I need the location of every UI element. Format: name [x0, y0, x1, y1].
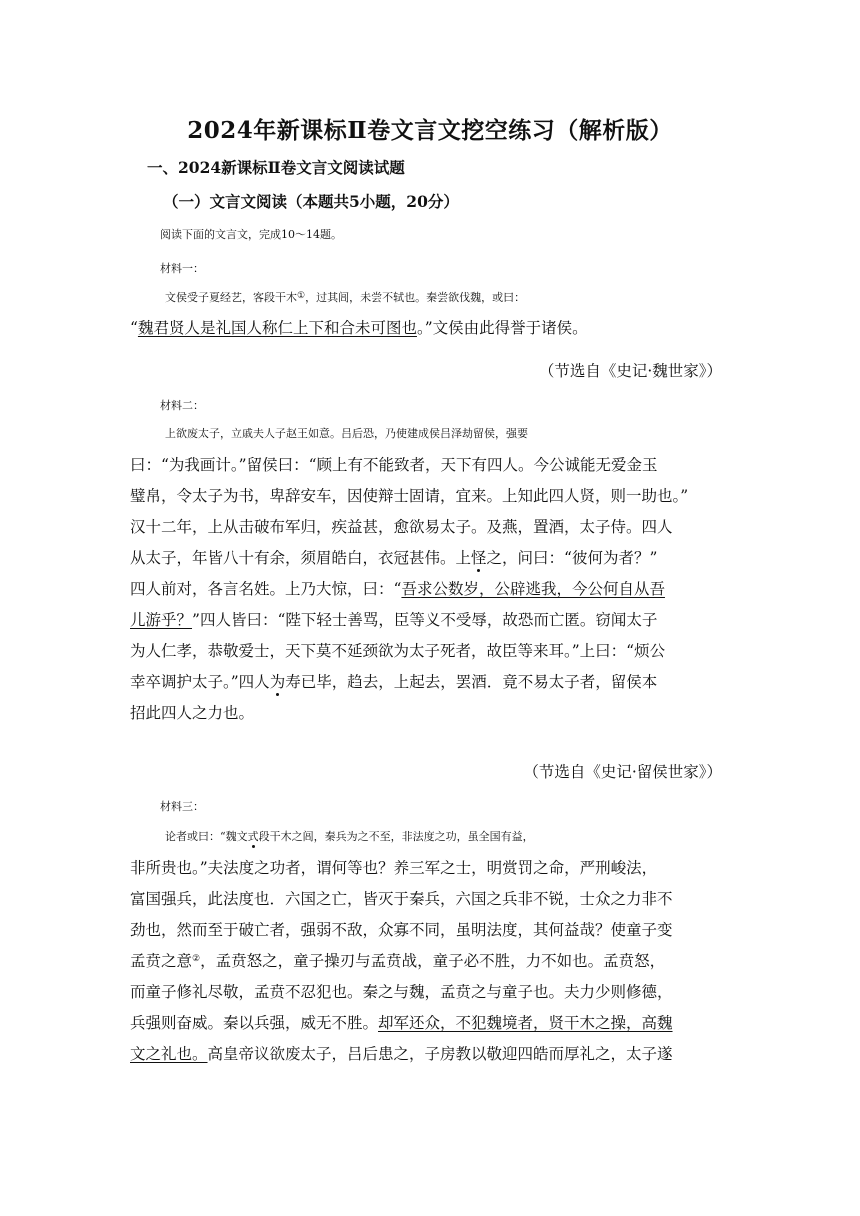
material-2-line: 招此四人之力也。: [130, 704, 255, 722]
emphasis-dot-char: 怪: [471, 549, 487, 567]
material-3-label: 材料三：: [160, 800, 204, 813]
material-3-line: 富国强兵，此法度也．六国之亡，皆灭于秦兵，六国之兵非不锐，士众之力非不: [130, 890, 673, 908]
material-2-line: 曰：“为我画计。”留侯曰：“顾上有不能致者，天下有四人。今公诚能无爱金玉: [130, 456, 658, 474]
material-2-line: 从太子，年皆八十有余，须眉皓白，衣冠甚伟。上怪之，问曰：“彼何为者？”: [130, 549, 658, 567]
material-2-line: 上欲废太子，立戚夫人子赵王如意。吕后恐，乃使建成侯吕泽劫留侯，强要: [165, 427, 528, 440]
material-3-line: 论者或曰：“魏文式段干木之闾，秦兵为之不至，非法度之功，虽全国有益，: [165, 830, 534, 843]
material-1-line: “魏君贤人是礼国人称仁上下和合未可图也。”文侯由此得誉于诸侯。: [130, 319, 588, 337]
material-2-line: 汉十二年，上从击破布军归，疾益甚，愈欲易太子。及燕，置酒，太子侍。四人: [130, 518, 673, 536]
instruction-text: 阅读下面的文言文，完成10～14题。: [160, 228, 342, 241]
material-2-label: 材料二：: [160, 399, 204, 412]
material-1-source: （节选自《史记·魏世家》）: [538, 362, 722, 380]
section-heading-2: （一）文言文阅读（本题共5小题，20分）: [163, 192, 459, 211]
underlined-sentence: 吾求公数岁，公辟逃我，今公何自从吾: [401, 580, 665, 598]
material-1-label: 材料一：: [160, 262, 204, 275]
material-2-source: （节选自《史记·留侯世家》）: [523, 763, 722, 781]
material-2-line: 璧帛，令太子为书，卑辞安车，因使辩士固请，宜来。上知此四人贤，则一助也。”: [130, 487, 689, 505]
underlined-sentence: 文之礼也。: [130, 1045, 208, 1063]
material-3-line: 文之礼也。高皇帝议欲废太子，吕后患之，子房教以敬迎四皓而厚礼之，太子遂: [130, 1045, 673, 1063]
material-2-line: 四人前对，各言名姓。上乃大惊，曰：“吾求公数岁，公辟逃我，今公何自从吾: [130, 580, 665, 598]
material-2-line: 儿游乎？”四人皆曰：“陛下轻士善骂，臣等义不受辱，故恐而亡匿。窃闻太子: [130, 611, 658, 629]
material-3-line: 兵强则奋威。秦以兵强，威无不胜。却军还众，不犯魏境者，贤干木之操，高魏: [130, 1014, 673, 1032]
underlined-sentence: 魏君贤人是礼国人称仁上下和合未可图也: [137, 319, 417, 337]
document-title: 2024年新课标Ⅱ卷文言文挖空练习（解析版）: [187, 117, 673, 144]
emphasis-dot-char: 式: [247, 830, 259, 843]
underlined-sentence: 却军还众，不犯魏境者，贤干木之操，高魏: [378, 1014, 673, 1032]
underlined-sentence: 儿游乎？: [130, 611, 193, 629]
emphasis-dot-char: 为: [269, 673, 286, 691]
material-3-line: 而童子修礼尽敬，孟贲不忍犯也。秦之与魏，孟贲之与童子也。夫力少则修德，: [130, 983, 673, 1001]
material-3-line: 非所贵也。”夫法度之功者，谓何等也？养三军之士，明赏罚之命，严刑峻法，: [130, 859, 658, 877]
footnote-marker: ①: [297, 291, 306, 301]
material-3-line: 孟贲之意②，孟贲怒之，童子操刃与孟贲战，童子必不胜，力不如也。孟贲怒，: [130, 952, 666, 970]
section-heading-1: 一、2024新课标Ⅱ卷文言文阅读试题: [147, 158, 405, 177]
material-3-line: 劲也，然而至于破亡者，强弱不敌，众寡不同，虽明法度，其何益哉？使童子变: [130, 921, 673, 939]
footnote-marker: ②: [192, 954, 201, 964]
material-2-line: 幸卒调护太子。”四人为寿已毕，趋去，上起去，罢酒．竟不易太子者，留侯本: [130, 673, 658, 691]
material-1-line: 文侯受子夏经艺，客段干木①，过其闾，未尝不轼也。秦尝欲伐魏，或曰：: [165, 291, 526, 304]
material-2-line: 为人仁孝，恭敬爱士，天下莫不延颈欲为太子死者，故臣等来耳。”上曰：“烦公: [130, 642, 666, 660]
